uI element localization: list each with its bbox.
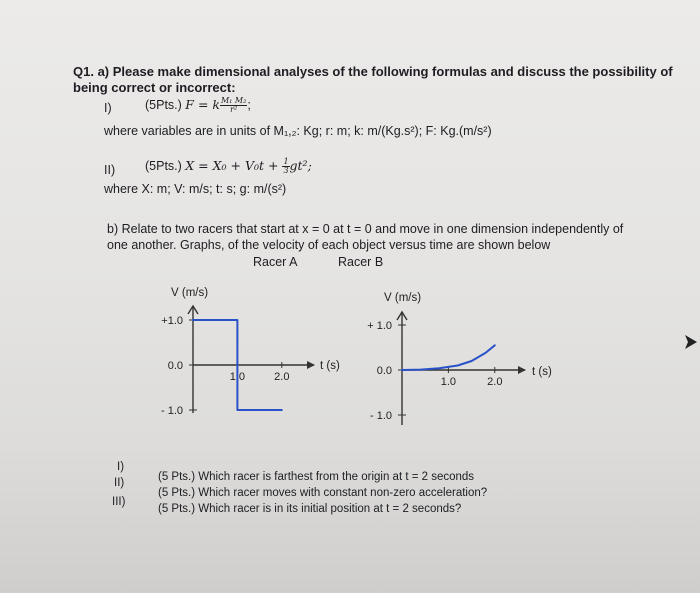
part2-points: (5Pts.) — [145, 159, 182, 173]
part-b-line1: b) Relate to two racers that start at x = 0 at t = 0 and move in one dimension independently of — [107, 222, 624, 236]
question-title-cont: being correct or incorrect: — [73, 80, 236, 95]
question-title: Q1. a) Please make dimensional analyses of the following formulas and discuss the possibility of — [73, 64, 673, 79]
part1-formula-lhs: F = k — [185, 97, 220, 112]
question-2-numeral: II) — [114, 477, 125, 489]
y-tick-label: 0.0 — [376, 365, 392, 377]
x-tick-label: 2.0 — [274, 371, 290, 383]
question-1-text: (5 Pts.) Which racer is farthest from the origin at t = 2 seconds — [158, 471, 475, 483]
question-3-numeral: III) — [112, 496, 126, 508]
y-axis-label: V (m/s) — [384, 292, 422, 304]
x-tick-label: 2.0 — [487, 376, 503, 388]
part2-fraction: $\frac{1}{3}$ — [283, 157, 289, 176]
part1-points: (5Pts.) — [145, 98, 182, 112]
part2-numeral: II) — [104, 163, 116, 177]
x-tick-label: 1.0 — [229, 371, 246, 383]
y-tick-label: 0.0 — [167, 360, 183, 372]
part1-fraction: $\frac{\text{M₁ M₂}}{\text{r²}}$ — [220, 96, 247, 115]
x-axis-label: t (s) — [532, 366, 552, 378]
y-axis-label: V (m/s) — [171, 287, 209, 299]
racer-b-graph — [367, 292, 552, 425]
racer-b-label: Racer B — [338, 255, 384, 269]
pointer-arrow-icon — [684, 334, 698, 350]
y-tick-label: - 1.0 — [369, 410, 392, 422]
x-axis-label: t (s) — [320, 360, 340, 372]
racer-a-label: Racer A — [253, 255, 298, 269]
y-tick-label: + 1.0 — [367, 320, 392, 332]
velocity-series — [402, 345, 495, 370]
x-tick-label: 1.0 — [440, 376, 457, 388]
y-tick-label: +1.0 — [161, 315, 183, 327]
part1-variables: where variables are in units of M₁,₂: Kg; r: m; k: m/(Kg.s²); F: Kg.(m/s²) — [104, 124, 492, 138]
y-tick-label: - 1.0 — [160, 405, 183, 417]
x-axis-arrow — [307, 361, 315, 369]
x-axis-arrow — [518, 366, 526, 374]
racer-a-graph — [161, 287, 340, 417]
question-3-text: (5 Pts.) Which racer is in its initial position at t = 2 seconds? — [158, 503, 462, 515]
part2-formula: (5Pts.) X = X₀ + V₀t + $\frac{1}{3}$ gt²; — [145, 157, 312, 176]
part2-variables: where X: m; V: m/s; t: s; g: m/(s²) — [104, 182, 287, 196]
question-2-text: (5 Pts.) Which racer moves with constant non-zero acceleration? — [158, 487, 488, 499]
part1-formula: (5Pts.) F = k $\frac{\text{M₁ M₂}}{\text{r²}}$ ; — [145, 96, 251, 115]
part-b-line2: one another. Graphs, of the velocity of each object versus time are shown below — [107, 238, 551, 252]
question-1-numeral: I) — [117, 461, 125, 473]
part1-numeral: I) — [104, 101, 112, 115]
